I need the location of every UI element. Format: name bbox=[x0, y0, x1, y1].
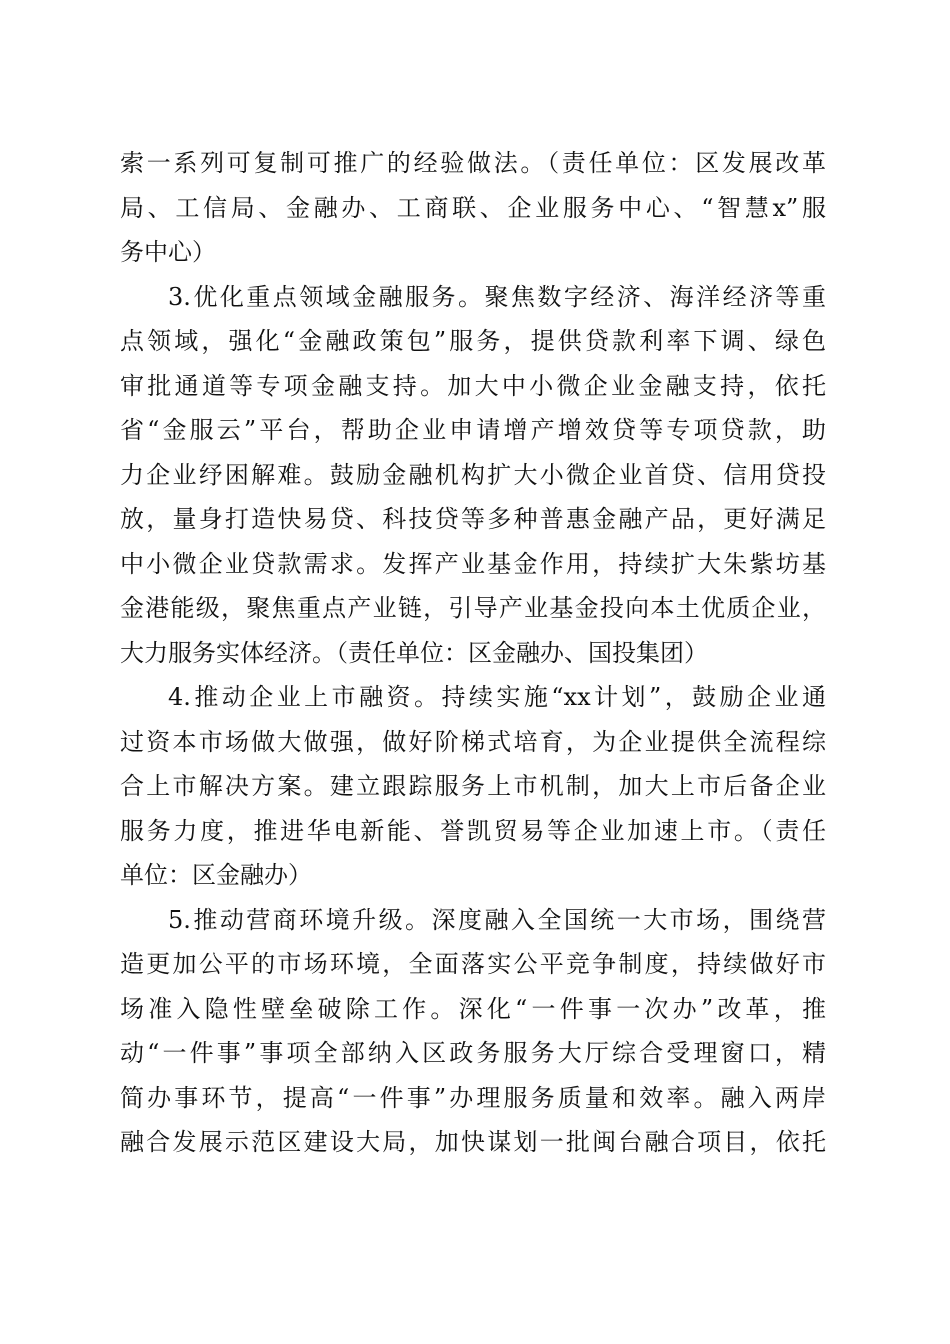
text-line: 5.推动营商环境升级。深度融入全国统一大市场，围绕营 bbox=[168, 905, 826, 934]
text-line: 审批通道等专项金融支持。加大中小微企业金融支持，依托 bbox=[120, 371, 826, 400]
text-line: 合上市解决方案。建立跟踪服务上市机制，加大上市后备企业 bbox=[120, 772, 826, 800]
text-line: 点领域，强化“金融政策包”服务，提供贷款利率下调、绿色 bbox=[120, 327, 826, 355]
text-line: 放，量身打造快易贷、科技贷等多种普惠金融产品，更好满足 bbox=[120, 505, 826, 533]
text-line: 大力服务实体经济。（责任单位：区金融办、国投集团） bbox=[120, 638, 708, 667]
text-line: 省“金服云”平台，帮助企业申请增产增效贷等专项贷款，助 bbox=[120, 416, 826, 444]
paragraph-continuation bbox=[120, 141, 826, 275]
text-line: 力企业纾困解难。鼓励金融机构扩大小微企业首贷、信用贷投 bbox=[120, 460, 826, 489]
text-line: 动“一件事”事项全部纳入区政务服务大厅综合受理窗口，精 bbox=[120, 1039, 826, 1067]
text-line: 务中心） bbox=[120, 238, 216, 266]
text-line: 过资本市场做大做强，做好阶梯式培育，为企业提供全流程综 bbox=[120, 727, 826, 756]
text-line: 融合发展示范区建设大局，加快谋划一批闽台融合项目，依托 bbox=[120, 1128, 826, 1156]
document-body bbox=[120, 141, 826, 1165]
text-line: 局、工信局、金融办、工商联、企业服务中心、“智慧x”服 bbox=[120, 193, 826, 222]
text-line: 造更加公平的市场环境，全面落实公平竞争制度，持续做好市 bbox=[120, 950, 826, 978]
text-line: 金港能级，聚焦重点产业链，引导产业基金投向本土优质企业， bbox=[120, 594, 826, 622]
text-line: 3.优化重点领域金融服务。聚焦数字经济、海洋经济等重 bbox=[168, 282, 826, 311]
text-line: 中小微企业贷款需求。发挥产业基金作用，持续扩大朱紫坊基 bbox=[120, 549, 826, 578]
text-line: 单位：区金融办） bbox=[120, 861, 312, 889]
text-line: 场准入隐性壁垒破除工作。深化“一件事一次办”改革，推 bbox=[120, 994, 826, 1023]
paragraph-item-3 bbox=[120, 275, 826, 676]
text-line: 4.推动企业上市融资。持续实施“xx计划”，鼓励企业通 bbox=[168, 683, 826, 711]
paragraph-item-4 bbox=[120, 675, 826, 898]
paragraph-item-5 bbox=[120, 898, 826, 1165]
text-line: 索一系列可复制可推广的经验做法。（责任单位：区发展改革 bbox=[120, 149, 826, 177]
text-line: 简办事环节，提高“一件事”办理服务质量和效率。融入两岸 bbox=[120, 1083, 826, 1112]
text-line: 服务力度，推进华电新能、誉凯贸易等企业加速上市。（责任 bbox=[120, 816, 826, 845]
